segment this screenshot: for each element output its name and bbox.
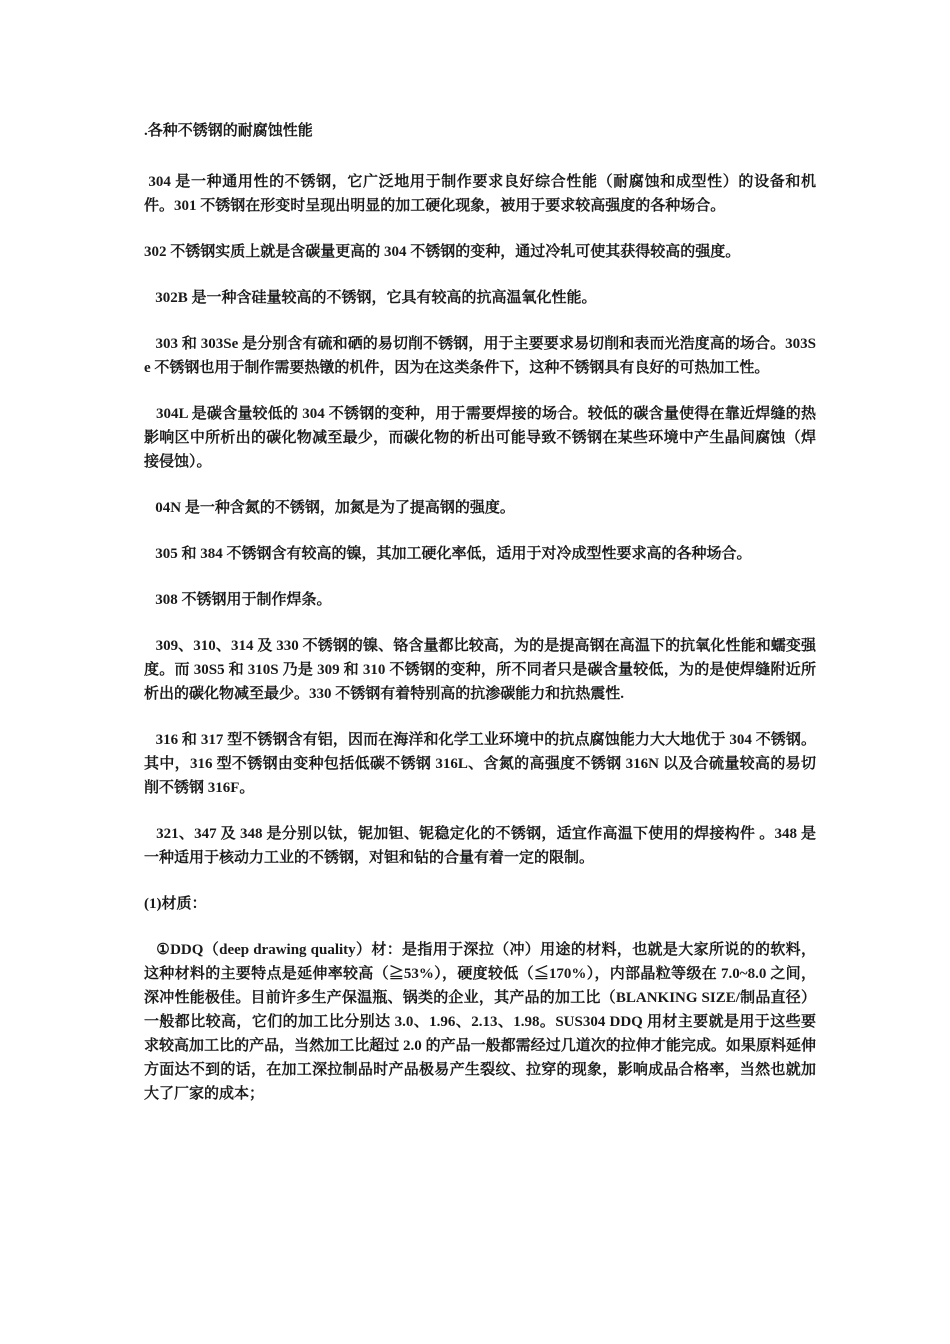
document-body [144,119,816,1128]
paragraph-308: 308 不锈钢用于制作焊条。 [144,592,332,608]
paragraph-321-347-348: 321、347 及 348 是分别以钛，铌加钽、铌稳定化的不锈钢，适宜作高温下使用的焊接构件 。348 是一种适用于核动力工业的不锈钢，对钽和钻的合量有着一定的限制。 [144,826,816,866]
paragraph-302b: 302B 是一种含硅量较高的不锈钢，它具有较高的抗高温氧化性能。 [144,290,597,306]
paragraph-ddq: ①DDQ（deep drawing quality）材：是指用于深拉（冲）用途的材料，也就是大家所说的的软料，这种材料的主要特点是延伸率较高（≧53%），硬度较低（≦170%），内部晶粒等级在 7.0~8.0 之间，深冲性能极佳。目前许多生产保温瓶、锅类的企业，其产品的加工比（BLANKING SIZE/制品直径）一般都比较高，它们的加工比分别达 3.0、1.96、2.13、1.98。SUS304 DDQ 用材主要就是用于这些要求较高加工比的产品，当然加工比超过 2.0 的产品一般都需经过几道次的拉伸才能完成。如果原料延伸方面达不到的话，在加工深拉制品时产品极易产生裂纹、拉穿的现象，影响成品合格率，当然也就加大了厂家的成本； [144,942,817,1102]
paragraph-04n: 04N 是一种含氮的不锈钢，加氮是为了提高钢的强度。 [144,500,515,516]
paragraph-309-310-314-330: 309、310、314 及 330 不锈钢的镍、铬含量都比较高，为的是提高钢在高温下的抗氧化性能和蠕变强度。而 30S5 和 310S 乃是 309 和 310 不锈钢的变种，所不同者只是碳含量较低，为的是使焊缝附近所析出的碳化物减至最少。330 不锈钢有着特别高的抗渗碳能力和抗热震性. [144,638,816,702]
section-title: .各种不锈钢的耐腐蚀性能 [144,123,313,139]
paragraph-302: 302 不锈钢实质上就是含碳量更高的 304 不锈钢的变种，通过冷轧可使其获得较高的强度。 [144,244,741,260]
subheading-material: (1)材质： [144,896,207,912]
paragraph-304: 304 是一种通用性的不锈钢，它广泛地用于制作要求良好综合性能（耐腐蚀和成型性）的设备和机件。301 不锈钢在形变时呈现出明显的加工硬化现象，被用于要求较高强度的各种场合。 [144,174,817,214]
paragraph-316-317: 316 和 317 型不锈钢含有铝，因而在海洋和化学工业环境中的抗点腐蚀能力大大地优于 304 不锈钢。其中，316 型不锈钢由变种包括低碳不锈钢 316L、含氮的高强度不锈钢 316N 以及合硫量较高的易切削不锈钢 316F。 [144,732,817,796]
paragraph-305-384: 305 和 384 不锈钢含有较高的镍，其加工硬化率低，适用于对冷成型性要求高的各种场合。 [144,546,752,562]
paragraph-304l: 304L 是碳含量较低的 304 不锈钢的变种，用于需要焊接的场合。较低的碳含量使得在靠近焊缝的热影响区中所析出的碳化物减至最少，而碳化物的析出可能导致不锈钢在某些环境中产生晶间腐蚀（焊接侵蚀）。 [144,406,816,470]
paragraph-303: 303 和 303Se 是分别含有硫和硒的易切削不锈钢，用于主要要求易切削和表而光浩度高的场合。303Se 不锈钢也用于制作需要热镦的机件，因为在这类条件下，这种不锈钢具有良好的可热加工性。 [144,336,816,376]
